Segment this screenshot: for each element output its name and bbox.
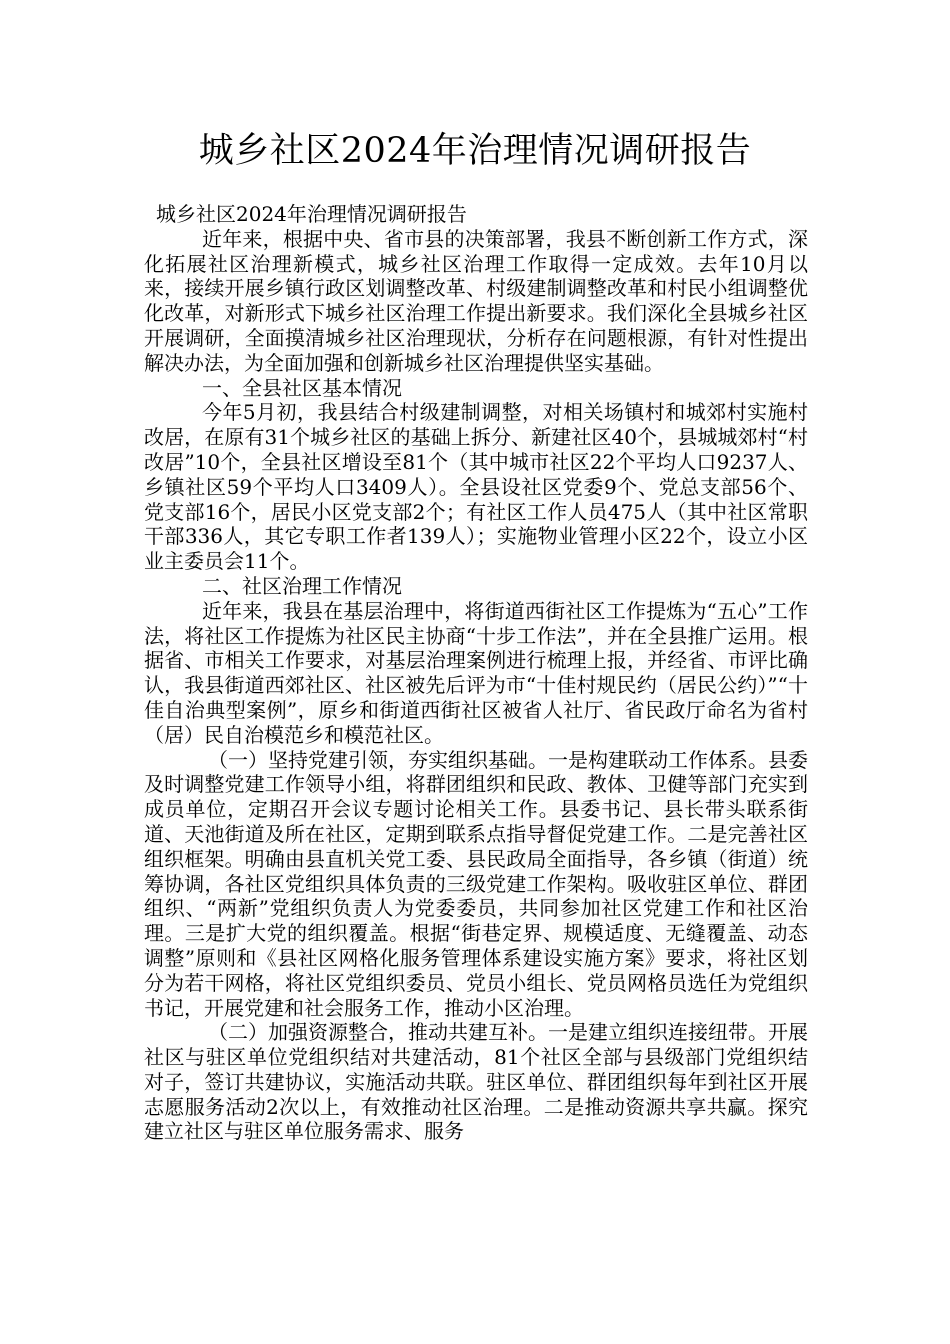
document-subtitle: 城乡社区2024年治理情况调研报告: [156, 202, 467, 226]
party-building-paragraph: （一）坚持党建引领，夯实组织基础。一是构建联动工作体系。县委及时调整党建工作领导小组，将群团组织和民政、教体、卫健等部门充实到成员单位，定期召开会议专题讨论相关工作。县委书记、县长带头联系街道、天池街道及所在社区，定期到联系点指导督促党建工作。二是完善社区组织框架。明确由县直机关党工委、县民政局全面指导，各乡镇（街道）统筹协调，各社区党组织具体负责的三级党建工作架构。吸收驻区单位、群团组织、“两新”党组织负责人为党委委员，共同参加社区党建工作和社区治理。三是扩大党的组织覆盖。根据“街巷定界、规模适度、无缝覆盖、动态调整”原则和《县社区网格化服务管理体系建设实施方案》要求，将社区划分为若干网格，将社区党组织委员、党员小组长、党员网格员选任为党组织书记，开展党建和社会服务工作，推动小区治理。: [144, 747, 808, 1020]
document-body: [144, 202, 808, 1144]
governance-work-paragraph: 近年来，我县在基层治理中，将街道西街社区工作提炼为“五心”工作法，将社区工作提炼为社区民主协商“十步工作法”，并在全县推广运用。根据省、市相关工作要求，对基层治理案例进行梳理上报，并经省、市评比确认，我县街道西郊社区、社区被先后评为市“十佳村规民约（居民公约）”“十佳自治典型案例”，原乡和街道西街社区被省人社厅、省民政厅命名为省村（居）民自治模范乡和模范社区。: [144, 598, 808, 747]
resource-integration-paragraph: （二）加强资源整合，推动共建互补。一是建立组织连接纽带。开展社区与驻区单位党组织结对共建活动，81个社区全部与县级部门党组织结对子，签订共建协议，实施活动共联。驻区单位、群团组织每年到社区开展志愿服务活动2次以上，有效推动社区治理。二是推动资源共享共赢。探究建立社区与驻区单位服务需求、服务: [144, 1020, 808, 1144]
section-heading-1: 一、全县社区基本情况: [202, 375, 402, 400]
section-heading-2: 二、社区治理工作情况: [202, 573, 402, 598]
basic-situation-paragraph: 今年5月初，我县结合村级建制调整，对相关场镇村和城郊村实施村改居，在原有31个城乡社区的基础上拆分、新建社区40个，县城城郊村“村改居”10个，全县社区增设至81个（其中城市社区22个平均人口9237人、乡镇社区59个平均人口3409人）。全县设社区党委9个、党总支部56个、党支部16个，居民小区党支部2个；有社区工作人员475人（其中社区常职干部336人，其它专职工作者139人）；实施物业管理小区22个，设立小区业主委员会11个。: [144, 400, 808, 574]
document-title: 城乡社区2024年治理情况调研报告: [198, 131, 752, 171]
intro-paragraph: 近年来，根据中央、省市县的决策部署，我县不断创新工作方式，深化拓展社区治理新模式，城乡社区治理工作取得一定成效。去年10月以来，接续开展乡镇行政区划调整改革、村级建制调整改革和村民小组调整优化改革，对新形式下城乡社区治理工作提出新要求。我们深化全县城乡社区开展调研，全面摸清城乡社区治理现状，分析存在问题根源，有针对性提出解决办法，为全面加强和创新城乡社区治理提供坚实基础。: [144, 226, 808, 375]
